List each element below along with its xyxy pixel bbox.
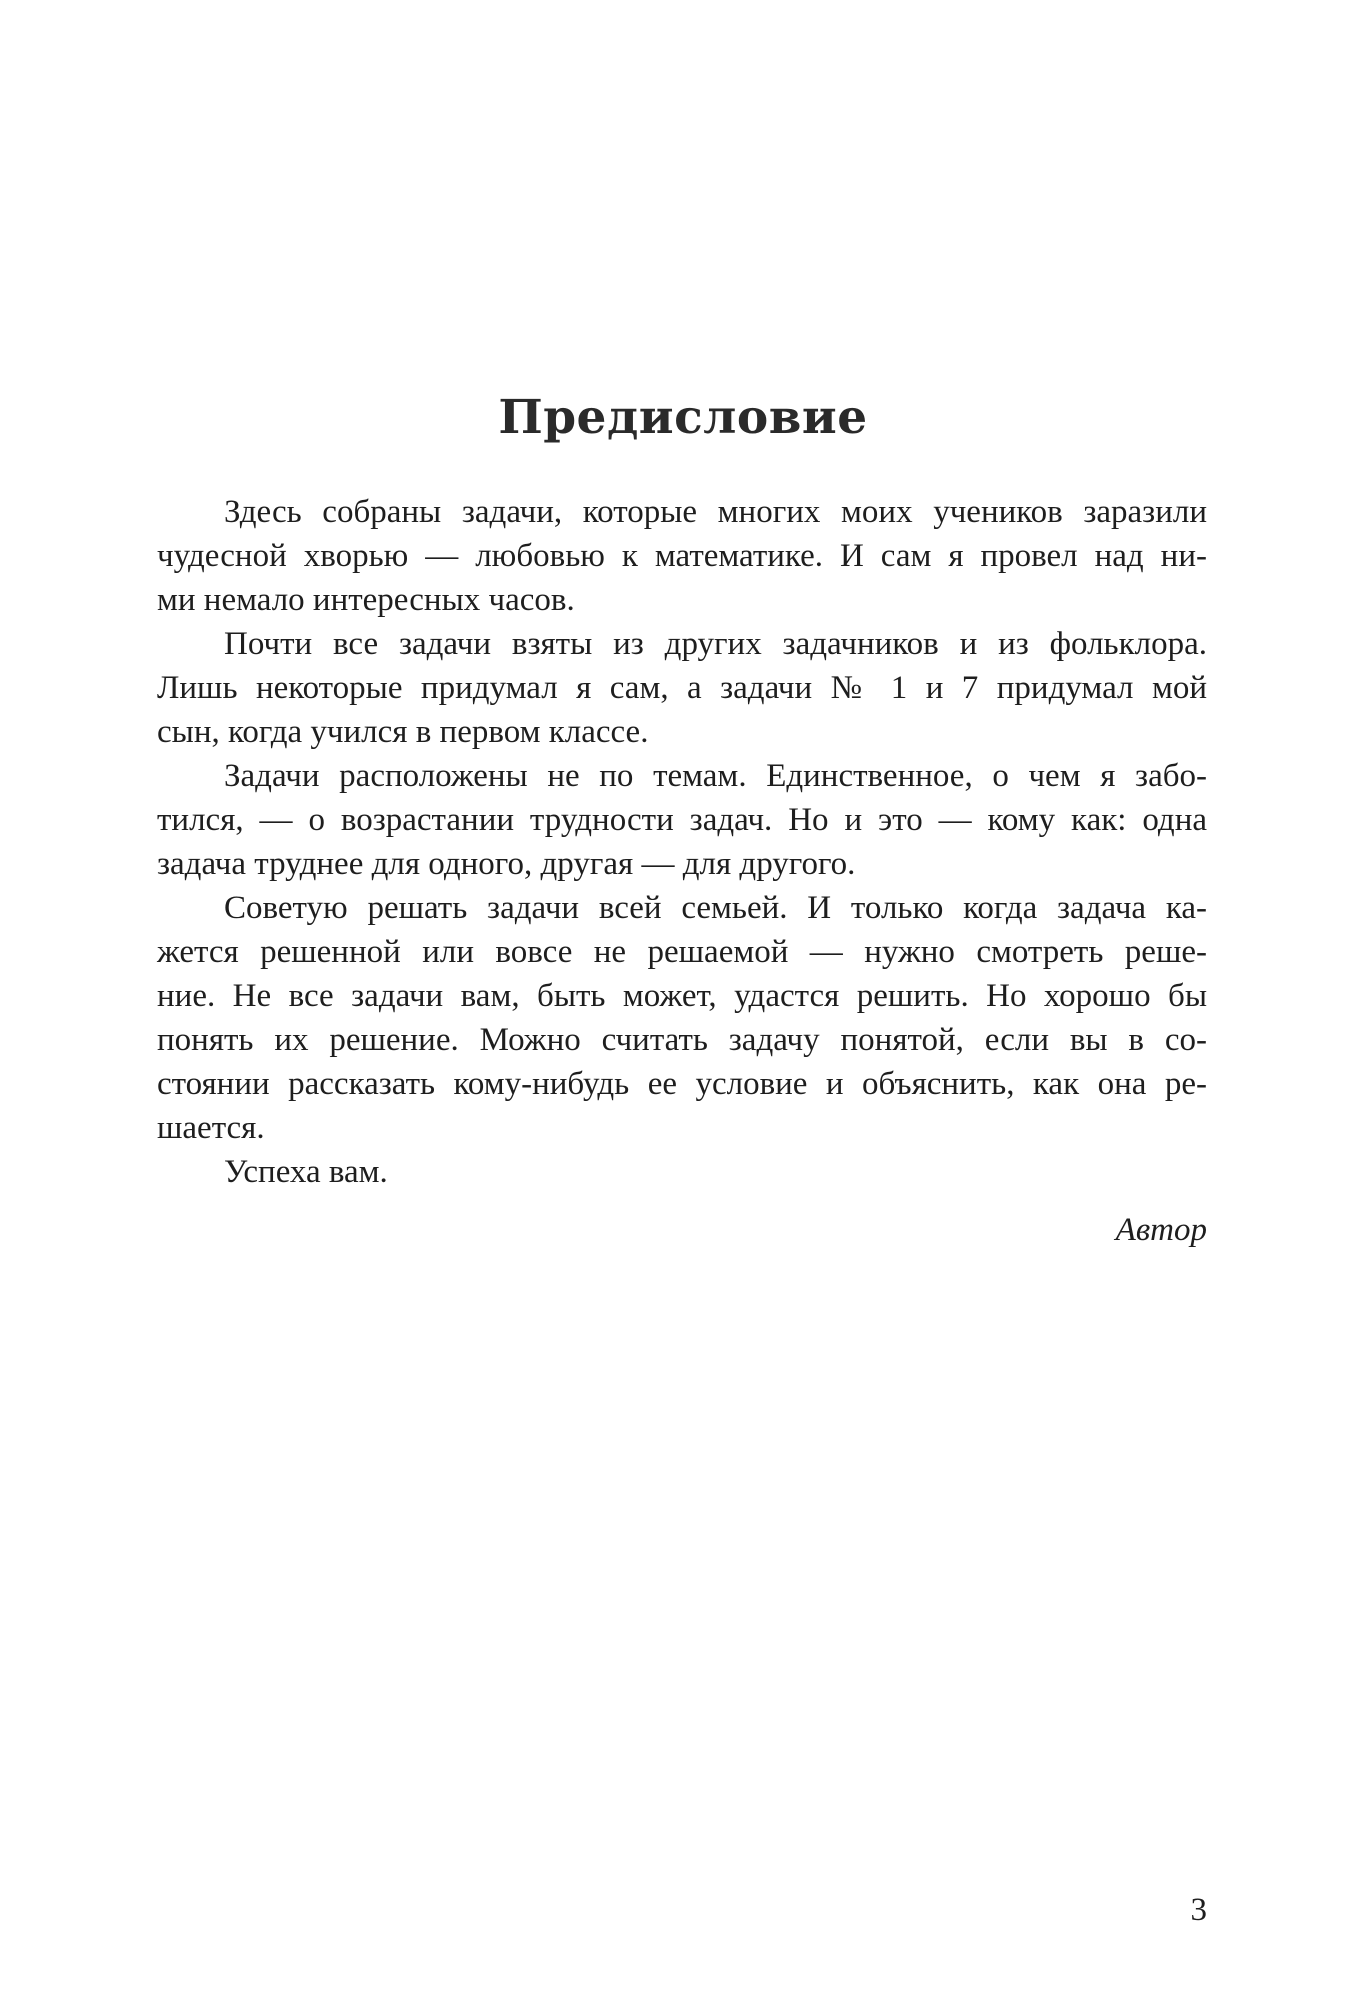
text-line: стоянии рассказать кому-нибудь ее условие и объяснить, как она ре- (157, 1066, 1207, 1102)
text-line: шается. (157, 1110, 265, 1146)
text-line: тился, — о возрастании трудности задач. Но и это — кому как: одна (157, 802, 1207, 838)
text-line: сын, когда учился в первом классе. (157, 714, 649, 750)
text-line: Здесь собраны задачи, которые многих моих учеников заразили (224, 494, 1207, 530)
text-line: ние. Не все задачи вам, быть может, удастся решить. Но хорошо бы (157, 978, 1207, 1014)
page-title: Предисловие (498, 390, 868, 445)
text-line: Задачи расположены не по темам. Единственное, о чем я забо- (224, 758, 1207, 794)
text-line: задача труднее для одного, другая — для другого. (157, 846, 856, 882)
author-signature: Автор (1115, 1212, 1207, 1248)
text-line: Успеха вам. (224, 1154, 388, 1190)
page-number: 3 (1190, 1892, 1207, 1928)
text-line: чудесной хворью — любовью к математике. И сам я провел над ни- (157, 538, 1207, 574)
text-line: понять их решение. Можно считать задачу понятой, если вы в со- (157, 1022, 1207, 1058)
text-line: ми немало интересных часов. (157, 582, 575, 618)
text-line: Советую решать задачи всей семьей. И только когда задача ка- (224, 890, 1207, 926)
text-line: Почти все задачи взяты из других задачников и из фольклора. (224, 626, 1207, 662)
preface-text (157, 490, 1207, 1194)
text-line: Лишь некоторые придумал я сам, а задачи № 1 и 7 придумал мой (157, 670, 1207, 706)
text-line: жется решенной или вовсе не решаемой — нужно смотреть реше- (157, 934, 1207, 970)
